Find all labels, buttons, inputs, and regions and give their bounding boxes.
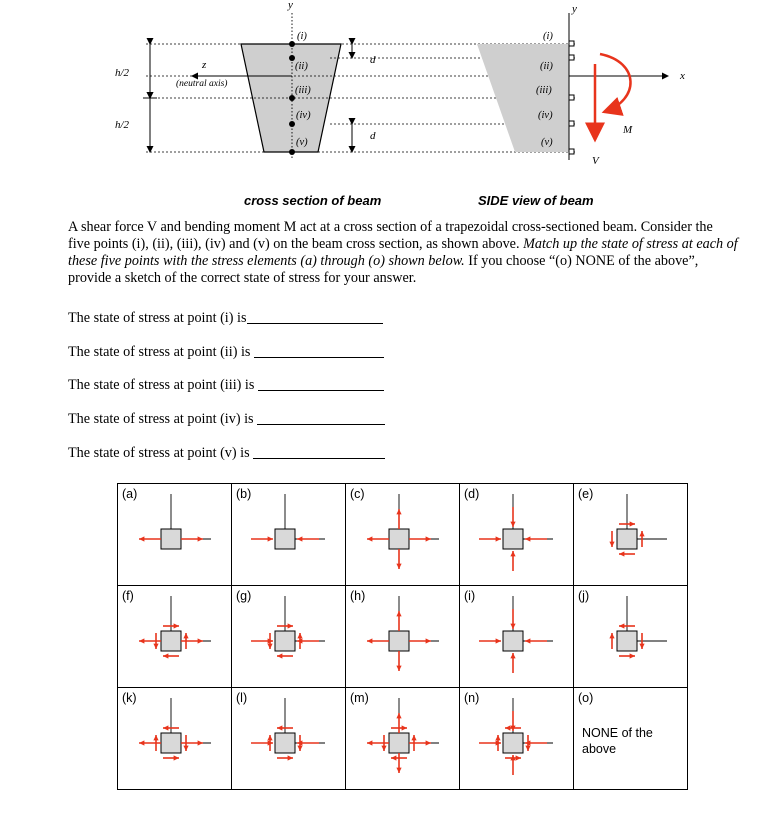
normal-arrow-left [139, 536, 161, 541]
question-point-ii [68, 343, 384, 361]
shear-arrow-left [609, 633, 614, 649]
none-of-above-text [582, 725, 653, 757]
element-square [389, 529, 409, 549]
element-label: (n) [464, 691, 480, 705]
element-square [275, 529, 295, 549]
side-point-iii-label: (iii) [536, 85, 552, 96]
element-l[interactable] [232, 688, 346, 790]
element-label: (c) [350, 487, 365, 501]
element-label: (i) [464, 589, 476, 603]
normal-arrow-left [251, 536, 273, 541]
normal-arrow-right [525, 638, 547, 643]
element-square [617, 631, 637, 651]
normal-arrow-left [367, 740, 389, 745]
normal-arrow-left [139, 638, 161, 643]
side-point-v-label: (v) [541, 137, 553, 148]
x-label-side: x [680, 70, 685, 82]
stress-element-b-icon [232, 484, 345, 585]
normal-arrow-right [297, 536, 319, 541]
element-label: (h) [350, 589, 366, 603]
normal-arrow-left [139, 740, 161, 745]
question-point-iii [68, 376, 384, 394]
element-label: (d) [464, 487, 480, 501]
question-text: The state of stress at point (iii) is [68, 377, 255, 393]
point-v-label: (v) [296, 137, 308, 148]
shear-arrow-bottom [277, 755, 293, 760]
element-label: (k) [122, 691, 137, 705]
normal-arrow-bottom [510, 551, 515, 571]
none-text-line1: NONE of the [582, 726, 653, 740]
statement-part-1: A shear force V and bending moment M act at a cross section of a trapezoidal cross-sectioned beam. Consider the five points (i), (ii), (iii), (iv) and (v) on the beam cross section, as shown above. [68, 219, 713, 252]
neutral-axis-label: (neutral axis) [176, 79, 228, 89]
element-e[interactable] [574, 484, 688, 586]
stress-element-d-icon [460, 484, 573, 585]
element-m[interactable] [346, 688, 460, 790]
normal-arrow-left [367, 536, 389, 541]
element-b[interactable] [232, 484, 346, 586]
normal-arrow-top [396, 509, 401, 529]
element-label: (j) [578, 589, 590, 603]
normal-arrow-bottom [396, 549, 401, 569]
stress-element-grid [117, 483, 688, 790]
element-square [617, 529, 637, 549]
shear-arrow-bottom [277, 653, 293, 658]
element-square [503, 733, 523, 753]
element-o[interactable] [574, 688, 688, 790]
element-n[interactable] [460, 688, 574, 790]
stress-element-f-icon [118, 586, 231, 687]
cross-section-caption: cross section of beam [244, 193, 382, 208]
stress-element-m-icon [346, 688, 459, 789]
answer-blank[interactable] [247, 309, 383, 324]
stress-element-i-icon [460, 586, 573, 687]
shear-arrow-bottom [163, 755, 179, 760]
element-j[interactable] [574, 586, 688, 688]
normal-arrow-right [181, 638, 203, 643]
stress-element-a-icon [118, 484, 231, 585]
none-text-line2: above [582, 742, 617, 756]
question-text: The state of stress at point (iv) is [68, 411, 254, 427]
element-square [503, 529, 523, 549]
question-point-iv [68, 410, 385, 428]
normal-arrow-right [181, 536, 203, 541]
element-label: (b) [236, 487, 252, 501]
element-k[interactable] [118, 688, 232, 790]
d-label-bottom: d [370, 130, 376, 142]
side-point-ii-label: (ii) [540, 61, 553, 72]
stress-element-j-icon [574, 586, 687, 687]
normal-arrow-top [396, 713, 401, 733]
normal-arrow-top [510, 609, 515, 629]
shear-arrow-bottom [619, 653, 635, 658]
element-g[interactable] [232, 586, 346, 688]
stress-element-c-icon [346, 484, 459, 585]
problem-statement [68, 219, 738, 287]
element-square [389, 733, 409, 753]
element-square [161, 529, 181, 549]
element-label: (m) [350, 691, 369, 705]
point-iv-label: (iv) [296, 110, 311, 121]
shear-arrow-left [609, 531, 614, 547]
normal-arrow-left [479, 638, 501, 643]
element-square [161, 733, 181, 753]
element-label: (l) [236, 691, 248, 705]
side-point-i-label: (i) [543, 31, 553, 42]
answer-blank[interactable] [253, 444, 385, 459]
element-a[interactable] [118, 484, 232, 586]
beam-figure [0, 0, 769, 190]
element-square [389, 631, 409, 651]
statement-instruction: Match up the state of stress at each of these five points with the stress elements (a) through (o) shown below. [68, 236, 738, 269]
stress-element-k-icon [118, 688, 231, 789]
normal-arrow-top [396, 611, 401, 631]
element-h[interactable] [346, 586, 460, 688]
element-d[interactable] [460, 484, 574, 586]
normal-arrow-right [409, 740, 431, 745]
normal-arrow-right [409, 638, 431, 643]
element-i[interactable] [460, 586, 574, 688]
answer-blank[interactable] [258, 376, 384, 391]
answer-blank[interactable] [254, 343, 384, 358]
z-label: z [202, 59, 207, 71]
element-square [503, 631, 523, 651]
normal-arrow-left [367, 638, 389, 643]
stress-element-h-icon [346, 586, 459, 687]
element-label: (e) [578, 487, 594, 501]
h-half-label-bottom: h/2 [115, 119, 130, 131]
stress-element-l-icon [232, 688, 345, 789]
normal-arrow-bottom [396, 651, 401, 671]
side-point-iv-label: (iv) [538, 110, 553, 121]
normal-arrow-left [479, 536, 501, 541]
element-label: (o) [578, 691, 594, 705]
moment-arrow [600, 54, 631, 112]
d-label-top: d [370, 54, 376, 66]
point-iii-label: (iii) [295, 85, 311, 96]
y-label-section: y [288, 0, 293, 11]
shear-arrow-bottom [619, 551, 635, 556]
y-label-side: y [572, 3, 577, 15]
question-text: The state of stress at point (i) is [68, 310, 247, 326]
stress-element-e-icon [574, 484, 687, 585]
shear-arrow-bottom [163, 653, 179, 658]
question-text: The state of stress at point (v) is [68, 445, 250, 461]
normal-arrow-right [525, 536, 547, 541]
normal-arrow-bottom [510, 653, 515, 673]
element-square [275, 733, 295, 753]
question-point-v [68, 444, 385, 462]
statement-part-3: If you choose “(o) NONE of the above”, provide a sketch of the correct state of stress for your answer. [68, 253, 699, 286]
element-label: (g) [236, 589, 252, 603]
point-ii-label: (ii) [295, 61, 308, 72]
element-label: (f) [122, 589, 134, 603]
element-f[interactable] [118, 586, 232, 688]
normal-arrow-bottom [396, 753, 401, 773]
stress-element-g-icon [232, 586, 345, 687]
stress-element-n-icon [460, 688, 573, 789]
element-square [275, 631, 295, 651]
question-text: The state of stress at point (ii) is [68, 344, 251, 360]
answer-blank[interactable] [257, 410, 385, 425]
side-view-caption: SIDE view of beam [478, 193, 594, 208]
V-label: V [592, 155, 599, 167]
element-square [161, 631, 181, 651]
question-point-i [68, 309, 383, 327]
normal-arrow-right [181, 740, 203, 745]
element-label: (a) [122, 487, 138, 501]
M-label: M [623, 124, 633, 136]
point-i-label: (i) [297, 31, 307, 42]
h-half-label-top: h/2 [115, 67, 130, 79]
element-c[interactable] [346, 484, 460, 586]
normal-arrow-right [409, 536, 431, 541]
normal-arrow-top [510, 507, 515, 527]
